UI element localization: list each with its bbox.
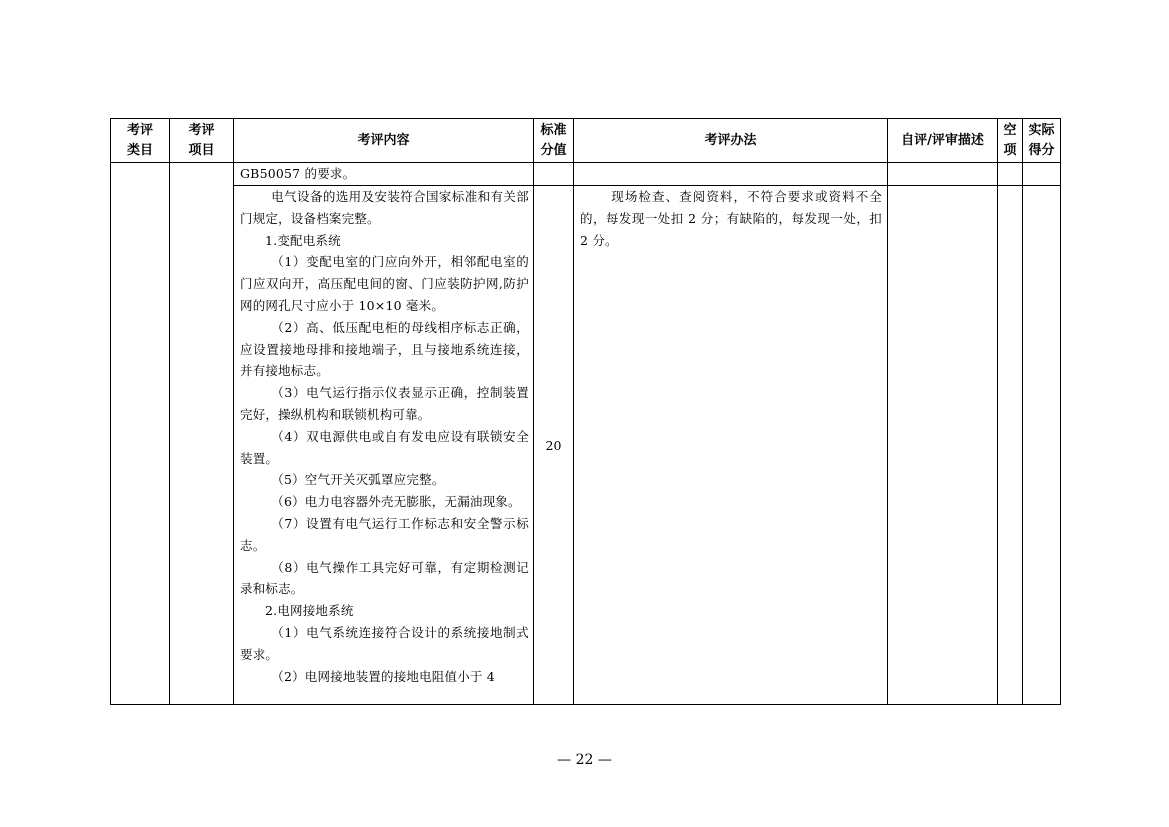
content-paragraph: （2）高、低压配电柜的母线相序标志正确，应设置接地母排和接地端子，且与接地系统连接，并有接地标志。 [240,319,529,379]
header-vacant: 空项 [998,119,1023,163]
header-row [111,119,1061,163]
table-row [111,163,1061,186]
header-category: 考评类目 [111,119,170,163]
category-cell [111,163,170,705]
vacant-cell [998,186,1023,705]
actual-score-cell [1023,186,1061,705]
content-paragraph: （1）变配电室的门应向外开，相邻配电室的门应双向开，高压配电间的窗、门应装防护网,防护网的网孔尺寸应小于 10×10 毫米。 [240,254,529,313]
content-paragraph: （8）电气操作工具完好可靠，有定期检测记录和标志。 [240,559,529,597]
header-content: 考评内容 [234,119,534,163]
content-paragraph: （1）电气系统连接符合设计的系统接地制式要求。 [240,624,529,662]
content-paragraph: （5）空气开关灭弧罩应完整。 [271,472,445,488]
continuation-method [574,163,888,186]
continuation-score [534,163,574,186]
content-paragraph: （7）设置有电气运行工作标志和安全警示标志。 [240,515,529,553]
content-paragraph: 电气设备的选用及安装符合国家标准和有关部门规定，设备档案完整。 [240,189,529,226]
continuation-content: GB50057 的要求。 [234,163,534,186]
content-paragraph: （4）双电源供电或自有发电应设有联锁安全装置。 [240,428,529,466]
content-paragraph: 2.电网接地系统 [265,603,354,619]
evaluation-table [110,118,1061,705]
content-paragraph: （2）电网接地装置的接地电阻值小于 4 [271,668,495,684]
content-paragraph: （6）电力电容器外壳无膨胀，无漏油现象。 [271,494,521,510]
header-actual-score: 实际得分 [1023,119,1061,163]
table-row [111,186,1061,705]
content-paragraph: 1.变配电系统 [265,232,341,248]
method-text: 现场检查、查阅资料，不符合要求或资料不全的，每发现一处扣 2 分；有缺陷的，每发现一处，扣 2 分。 [580,189,882,248]
header-item: 考评项目 [170,119,234,163]
header-self-eval: 自评/评审描述 [888,119,998,163]
page-number: — 22 — [557,752,612,768]
self-eval-cell [888,186,998,705]
evaluation-method [574,186,888,705]
content-paragraph: （3）电气运行指示仪表显示正确，控制装置完好，操纵机构和联锁机构可靠。 [240,385,529,422]
continuation-actual [1023,163,1061,186]
continuation-vacant [998,163,1023,186]
item-cell [170,163,234,705]
evaluation-content [234,186,534,705]
standard-score: 20 [534,186,574,705]
header-standard-score: 标准分值 [534,119,574,163]
continuation-self-eval [888,163,998,186]
header-method: 考评办法 [574,119,888,163]
